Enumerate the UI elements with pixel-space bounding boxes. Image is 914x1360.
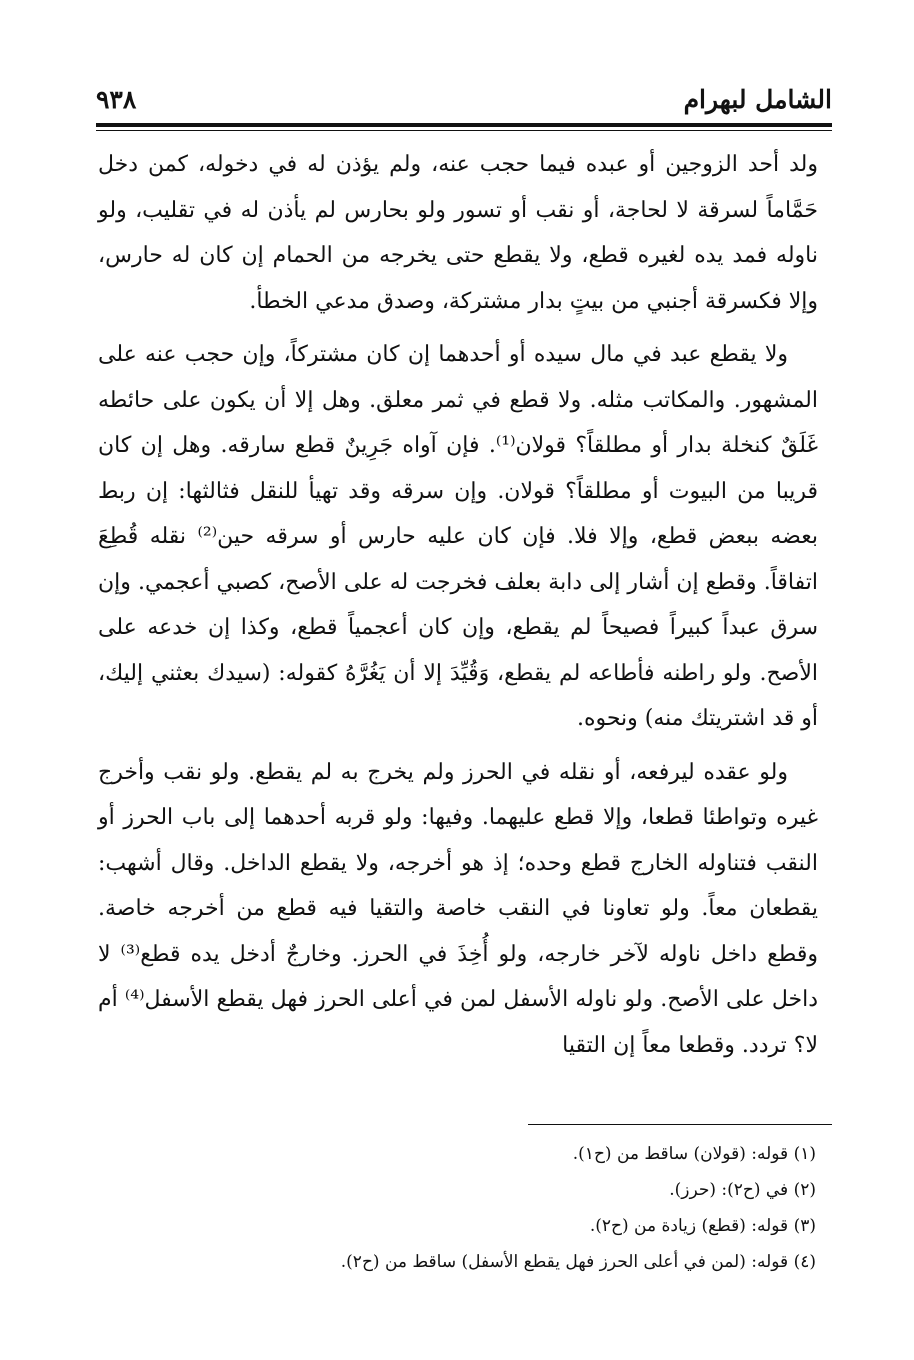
footnotes (96, 1136, 816, 1280)
paragraph-3: ولو عقده ليرفعه، أو نقله في الحرز ولم يخرج به لم يقطع. ولو نقب وأخرج غيره وتواطئا قطعا، وإلا قطع عليهما. وفيها: ولو قربه أحدهما إلى باب الحرز أو النقب فتناوله الخارج قطع وحده؛ إذ هو أخرجه، ولا يقطع الداخل. وقال أشهب: يقطعان معاً. ولو تعاونا في النقب خاصة والتقيا فيه قطع من أخرجه خاصة. وقطع داخل ناوله لآخر خارجه، ولو أُخِذَ في الحرز. وخارجٌ أدخل يده قطع⁽³⁾ لا داخل على الأصح. ولو ناوله الأسفل لمن في أعلى الحرز فهل يقطع الأسفل⁽⁴⁾ أم لا؟ تردد. وقطعا معاً إن التقيا (98, 759, 818, 1058)
footnote-3: (٣) قوله: (قطع) زيادة من (ح٢). (589, 1216, 816, 1236)
footnote-separator (528, 1124, 832, 1125)
main-text (98, 142, 818, 1076)
running-title: الشامل لبهرام (683, 85, 832, 114)
footnote-2: (٢) في (ح٢): (حرز). (669, 1180, 816, 1200)
header-rule-thick (96, 123, 832, 127)
footnote-1: (١) قوله: (قولان) ساقط من (ح١). (572, 1144, 816, 1164)
page-header (96, 80, 832, 120)
page-number: ٩٣٨ (96, 85, 137, 114)
header-rule-thin (96, 130, 832, 131)
paragraph-2: ولا يقطع عبد في مال سيده أو أحدهما إن كان مشتركاً، وإن حجب عنه على المشهور. والمكاتب مثله. ولا قطع في ثمر معلق. وهل إلا أن يكون على حائطه غَلَقٌ كنخلة بدار أو مطلقاً؟ قولان⁽¹⁾. فإن آواه جَرِينٌ قطع سارقه. وهل إن كان قريبا من البيوت أو مطلقاً؟ قولان. وإن سرقه وقد تهيأ للنقل فثالثها: إن ربط بعضه ببعض قطع، وإلا فلا. فإن كان عليه حارس أو سرقه حين⁽²⁾ نقله قُطِعَ اتفاقاً. وقطع إن أشار إلى دابة بعلف فخرجت له على الأصح، كصبي أعجمي. وإن سرق عبداً كبيراً فصيحاً لم يقطع، وإن كان أعجمياً قطع، وكذا إن خدعه على الأصح. ولو راطنه فأطاعه لم يقطع، وَقُيِّدَ إلا أن يَغُرَّهُ كقوله: (سيدك بعثني إليك، أو قد اشتريتك منه) ونحوه. (98, 342, 819, 731)
paragraph-1: ولد أحد الزوجين أو عبده فيما حجب عنه، ولم يؤذن له في دخوله، كمن دخل حَمَّاماً لسرقة لا لحاجة، أو نقب أو تسور ولو بحارس لم يأذن له في تقليب، ولو ناوله فمد يده لغيره قطع، ولا يقطع حتى يخرجه من الحمام إن كان له حارس، وإلا فكسرقة أجنبي من بيتٍ بدار مشتركة، وصدق مدعي الخطأ. (98, 152, 818, 314)
footnote-4: (٤) قوله: (لمن في أعلى الحرز فهل يقطع الأسفل) ساقط من (ح٢). (340, 1252, 816, 1272)
